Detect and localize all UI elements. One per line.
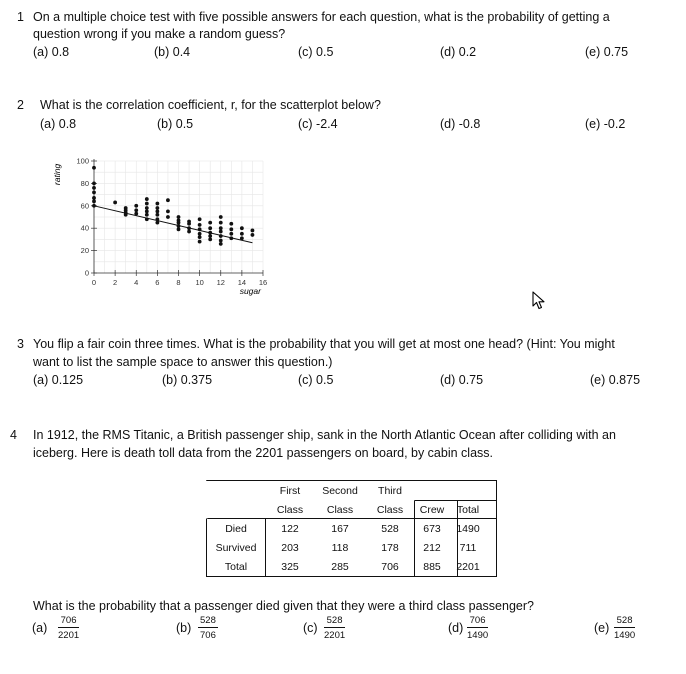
data-point	[155, 213, 159, 217]
data-point	[145, 213, 149, 217]
table-cell: 118	[331, 541, 349, 554]
table-cell: 1490	[456, 522, 480, 535]
table-cell: 885	[423, 560, 441, 573]
x-tick-label: 10	[195, 278, 204, 287]
data-point	[198, 232, 202, 236]
table-cell: 711	[459, 541, 477, 554]
data-point	[145, 202, 149, 206]
q3-choice-c: (c) 0.5	[298, 373, 334, 387]
table-cell: 2201	[456, 560, 480, 573]
table-cell: 122	[281, 522, 299, 535]
data-point	[92, 186, 96, 190]
fraction-numerator: 706	[467, 615, 488, 628]
q3-choice-e: (e) 0.875	[590, 373, 641, 387]
q4-choice-a-label: (a)	[32, 621, 48, 635]
data-point	[92, 182, 96, 186]
fraction-denominator: 2201	[324, 630, 346, 641]
table-header-cell: Class	[326, 503, 354, 516]
q2-choice-c: (c) -2.4	[298, 117, 338, 131]
x-tick-label: 4	[134, 278, 139, 287]
question-1-number: 1	[17, 10, 24, 24]
data-point	[219, 230, 223, 234]
table-header-cell: Crew	[419, 503, 445, 516]
data-point	[166, 215, 170, 219]
question-1-text-cont: question wrong if you make a random guess?	[33, 27, 286, 41]
fraction-numerator: 528	[324, 615, 345, 628]
data-point	[219, 215, 223, 219]
data-point	[187, 222, 191, 226]
x-tick-label: 16	[258, 278, 268, 287]
data-point	[208, 221, 212, 225]
data-point	[92, 166, 96, 170]
question-3-text-cont: want to list the sample space to answer this question.)	[33, 355, 333, 369]
q4-choice-d-label: (d)	[448, 621, 464, 635]
table-row-label: Total	[224, 560, 248, 573]
data-point	[166, 210, 170, 214]
y-tick-label: 20	[80, 246, 89, 256]
q4-choice-c-label: (c)	[303, 621, 318, 635]
question-4-text: In 1912, the RMS Titanic, a British passenger ship, sank in the North Atlantic Ocean after colliding with an	[33, 428, 616, 442]
fraction-numerator: 528	[200, 615, 216, 626]
data-point	[229, 232, 233, 236]
fraction-denominator: 2201	[58, 630, 80, 641]
q2-choice-a: (a) 0.8	[40, 117, 77, 131]
table-cell: 325	[281, 560, 299, 573]
question-2-text: What is the correlation coefficient, r, for the scatterplot below?	[40, 98, 381, 112]
q2-choice-b: (b) 0.5	[157, 117, 194, 131]
table-cell: 203	[281, 541, 299, 554]
x-tick-label: 0	[91, 278, 97, 287]
x-tick-label: 12	[216, 278, 225, 287]
data-point	[198, 223, 202, 227]
question-4-text-cont: iceberg. Here is death toll data from the 2201 passengers on board, by cabin class.	[33, 446, 493, 460]
q3-choice-b: (b) 0.375	[162, 373, 213, 387]
scatter-xlabel: sugar	[239, 286, 261, 296]
q1-choice-b: (b) 0.4	[154, 45, 191, 59]
fraction-denominator: 1490	[614, 630, 636, 641]
data-point	[208, 238, 212, 242]
x-tick-label: 2	[113, 278, 118, 287]
data-point	[177, 215, 181, 219]
data-point	[145, 197, 149, 201]
data-point	[155, 206, 159, 210]
y-tick-label: 80	[80, 178, 89, 188]
q1-choice-a: (a) 0.8	[33, 45, 70, 59]
q4-choice-e-fraction	[614, 615, 635, 641]
table-cell: 285	[331, 560, 349, 573]
q4-choice-e-label: (e)	[594, 621, 610, 635]
x-tick-label: 6	[155, 278, 160, 287]
y-tick-label: 40	[80, 223, 89, 233]
table-cell: 178	[381, 541, 399, 554]
q1-choice-e: (e) 0.75	[585, 45, 629, 59]
data-point	[155, 210, 159, 214]
data-point	[240, 232, 244, 236]
data-point	[92, 196, 96, 200]
data-point	[198, 235, 202, 239]
data-point	[177, 227, 181, 231]
data-point	[145, 206, 149, 210]
question-3-number: 3	[17, 337, 24, 351]
q4-choice-b-fraction	[198, 615, 218, 641]
data-point	[219, 221, 223, 225]
fraction-denominator: 1490	[467, 630, 489, 641]
question-1-text: On a multiple choice test with five possible answers for each question, what is the probability of getting a	[33, 10, 610, 24]
y-tick-label: 60	[80, 201, 89, 211]
table-header-cell: First	[279, 484, 301, 497]
data-point	[219, 242, 223, 246]
data-point	[166, 198, 170, 202]
data-point	[251, 233, 255, 237]
q1-choice-d: (d) 0.2	[440, 45, 477, 59]
data-point	[229, 227, 233, 231]
q1-choice-c: (c) 0.5	[298, 45, 334, 59]
data-point	[208, 226, 212, 230]
scatterplot	[48, 152, 288, 297]
table-gridlines	[206, 480, 506, 580]
question-4-followup: What is the probability that a passenger died given that they were a third class passenger?	[33, 599, 534, 613]
table-header-cell: Total	[456, 503, 480, 516]
y-tick-label: 0	[84, 268, 89, 278]
table-cell: 706	[381, 560, 399, 573]
data-point	[229, 222, 233, 226]
table-row-label: Died	[225, 522, 247, 535]
data-point	[198, 240, 202, 244]
table-cell: 528	[381, 522, 399, 535]
data-point	[198, 217, 202, 221]
table-row-label: Survived	[215, 541, 257, 554]
question-2-number: 2	[17, 98, 24, 112]
question-4-number: 4	[10, 428, 17, 442]
scatter-ylabel: rating	[52, 163, 62, 186]
table-header-cell: Class	[376, 503, 404, 516]
q2-choice-d: (d) -0.8	[440, 117, 481, 131]
fraction-denominator: 706	[200, 630, 216, 641]
mouse-cursor-icon	[532, 291, 546, 311]
x-tick-label: 14	[237, 278, 247, 287]
fraction-numerator: 706	[58, 615, 79, 628]
data-point	[92, 190, 96, 194]
table-header-cell: Class	[276, 503, 304, 516]
q3-choice-a: (a) 0.125	[33, 373, 84, 387]
x-tick-label: 8	[176, 278, 181, 287]
data-point	[240, 226, 244, 230]
q4-choice-c-fraction	[324, 615, 345, 641]
table-header-cell: Second	[322, 484, 358, 497]
q4-choice-d-fraction	[467, 615, 488, 641]
data-point	[219, 239, 223, 243]
data-point	[219, 226, 223, 230]
y-tick-label: 100	[76, 156, 89, 166]
data-point	[251, 229, 255, 233]
table-header-cell: Third	[378, 484, 402, 497]
data-point	[92, 199, 96, 203]
question-3-text: You flip a fair coin three times. What is the probability that you will get at most one head? (Hint: You might	[33, 337, 615, 351]
q2-choice-e: (e) -0.2	[585, 117, 626, 131]
data-point	[208, 234, 212, 238]
data-point	[113, 201, 117, 205]
data-point	[145, 210, 149, 214]
data-point	[134, 204, 138, 208]
q4-choice-a-fraction	[58, 615, 79, 641]
q3-choice-d: (d) 0.75	[440, 373, 484, 387]
scatter-ticks	[76, 157, 267, 288]
table-cell: 673	[423, 522, 441, 535]
table-cell: 212	[423, 541, 441, 554]
data-point	[155, 202, 159, 206]
fraction-numerator: 528	[614, 615, 635, 628]
data-point	[134, 208, 138, 212]
scatter-trendline	[94, 206, 252, 243]
data-point	[177, 221, 181, 225]
table-cell: 167	[331, 522, 349, 535]
data-point	[187, 230, 191, 234]
q4-choice-b-label: (b)	[176, 621, 192, 635]
